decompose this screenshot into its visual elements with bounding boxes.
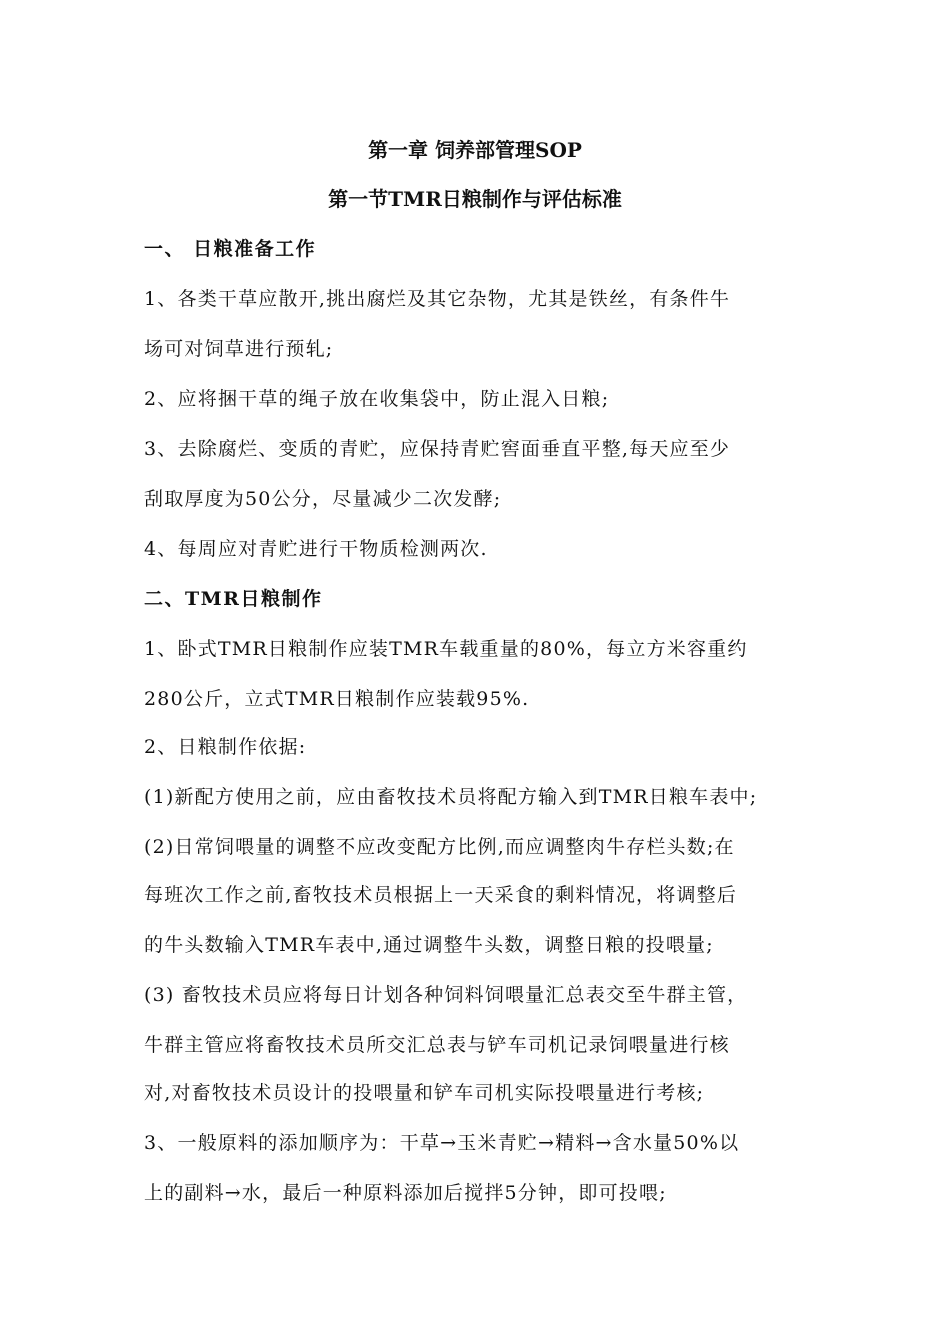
paragraph-line: 牛群主管应将畜牧技术员所交汇总表与铲车司机记录饲喂量进行核: [144, 1034, 730, 1056]
paragraph-line: 场可对饲草进行预轧;: [144, 338, 334, 360]
paragraph-line: (3) 畜牧技术员应将每日计划各种饲料饲喂量汇总表交至牛群主管，: [144, 984, 748, 1006]
chapter-title: 第一章 饲养部管理SOP: [368, 138, 582, 162]
paragraph-line: 2、日粮制作依据:: [144, 736, 307, 758]
paragraph-line: 2、应将捆干草的绳子放在收集袋中，防止混入日粮;: [144, 388, 610, 410]
paragraph-line: 每班次工作之前,畜牧技术员根据上一天采食的剩料情况，将调整后: [144, 884, 738, 906]
subsection-heading-tmr: 二、TMR日粮制作: [144, 588, 323, 610]
paragraph-line: 4、每周应对青贮进行干物质检测两次.: [144, 538, 488, 560]
paragraph-line: 3、一般原料的添加顺序为：干草→玉米青贮→精料→含水量50%以: [144, 1132, 740, 1154]
paragraph-line: (1)新配方使用之前，应由畜牧技术员将配方输入到TMR日粮车表中;: [144, 786, 758, 808]
paragraph-line: (2)日常饲喂量的调整不应改变配方比例,而应调整肉牛存栏头数;在: [144, 836, 735, 858]
section-title: 第一节TMR日粮制作与评估标准: [328, 187, 622, 211]
paragraph-line: 上的副料→水，最后一种原料添加后搅拌5分钟，即可投喂;: [144, 1182, 667, 1204]
paragraph-line: 3、去除腐烂、变质的青贮，应保持青贮窖面垂直平整,每天应至少: [144, 438, 731, 460]
paragraph-line: 280公斤，立式TMR日粮制作应装载95%.: [144, 688, 530, 710]
paragraph-line: 的牛头数输入TMR车表中,通过调整牛头数，调整日粮的投喂量;: [144, 934, 714, 956]
paragraph-line: 对,对畜牧技术员设计的投喂量和铲车司机实际投喂量进行考核;: [144, 1082, 705, 1104]
paragraph-line: 1、卧式TMR日粮制作应装TMR车载重量的80%，每立方米容重约: [144, 638, 748, 660]
subsection-heading-prep: 一、 日粮准备工作: [144, 238, 317, 260]
paragraph-line: 刮取厚度为50公分，尽量减少二次发酵;: [144, 488, 502, 510]
paragraph-line: 1、各类干草应散开,挑出腐烂及其它杂物，尤其是铁丝，有条件牛: [144, 288, 731, 310]
